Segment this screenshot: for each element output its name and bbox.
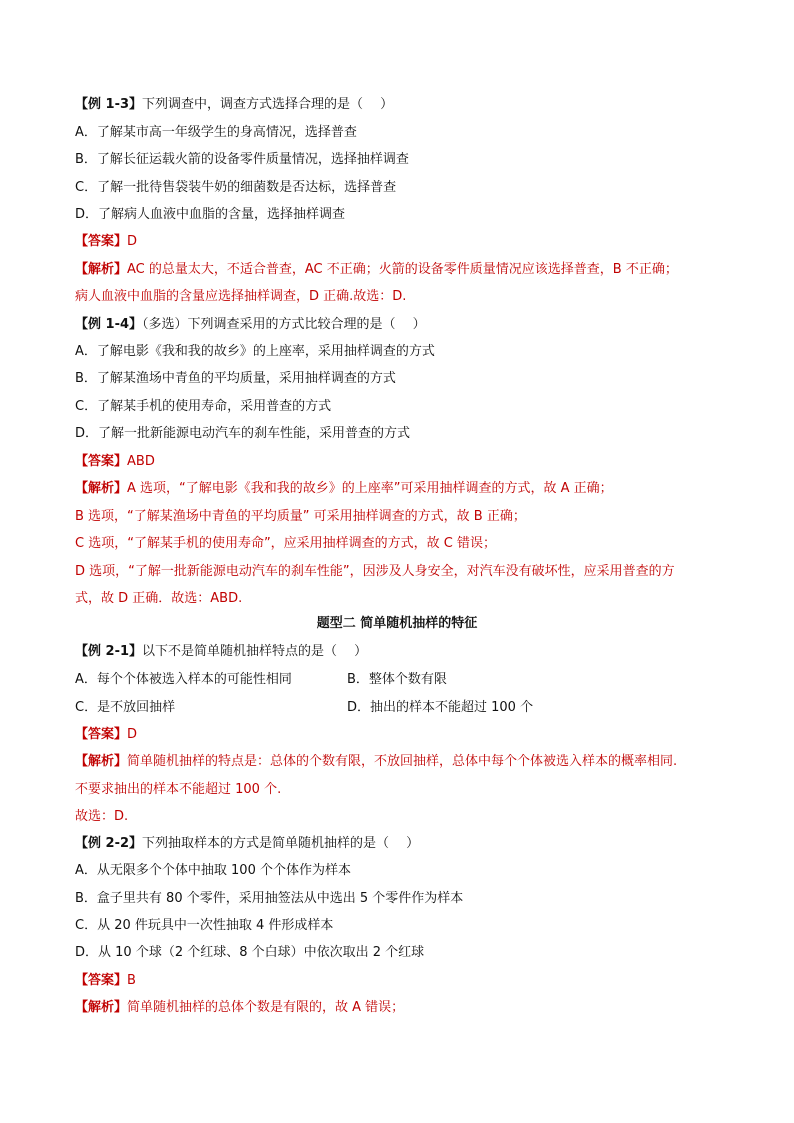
example-label: 【例 2-2】 [75, 836, 143, 851]
analysis-line [75, 480, 613, 498]
analysis-text: 简单随机抽样的总体个数是有限的，故 A 错误； [127, 1000, 405, 1015]
option-a: A．了解某市高一年级学生的身高情况，选择普查 [75, 125, 357, 140]
analysis-text: C 选项，“了解某手机的使用寿命”，应采用抽样调查的方式，故 C 错误； [75, 536, 497, 551]
answer-value: D [127, 727, 138, 742]
answer-line [75, 726, 137, 744]
answer-tag: 【答案】 [75, 454, 128, 469]
option-b: B．了解长征运载火箭的设备零件质量情况，选择抽样调查 [75, 152, 409, 167]
analysis-line [75, 753, 677, 771]
option-c: C．从 20 件玩具中一次性抽取 4 件形成样本 [75, 918, 334, 933]
analysis-tag: 【解析】 [75, 262, 128, 277]
analysis-text: 故选：D. [75, 809, 129, 824]
option-b: B．了解某渔场中青鱼的平均质量，采用抽样调查的方式 [75, 371, 396, 386]
example-1-4-question [75, 316, 426, 334]
example-label: 【例 2-1】 [75, 644, 143, 659]
example-label: 【例 1-3】 [75, 97, 143, 112]
answer-tag: 【答案】 [75, 973, 128, 988]
option-a: A．每个个体被选入样本的可能性相同 [75, 672, 292, 687]
option-d: D．了解病人血液中血脂的含量，选择抽样调查 [75, 207, 346, 222]
option-c: C．了解一批待售袋装牛奶的细菌数是否达标，选择普查 [75, 180, 397, 195]
answer-tag: 【答案】 [75, 727, 128, 742]
option-a: A．从无限多个个体中抽取 100 个个体作为样本 [75, 863, 351, 878]
answer-value: B [127, 973, 136, 988]
question-text: 下列调查中，调查方式选择合理的是（ ） [142, 97, 394, 112]
option-a: A．了解电影《我和我的故乡》的上座率，采用抽样调查的方式 [75, 344, 435, 359]
answer-line [75, 972, 136, 990]
analysis-tag: 【解析】 [75, 754, 128, 769]
option-d: D．从 10 个球（2 个红球、8 个白球）中依次取出 2 个红球 [75, 945, 425, 960]
analysis-tag: 【解析】 [75, 481, 128, 496]
analysis-text: AC 的总量太大，不适合普查，AC 不正确；火箭的设备零件质量情况应该选择普查，B 不正确； [127, 262, 678, 277]
answer-value: ABD [127, 454, 155, 469]
example-2-1-question [75, 643, 367, 661]
option-b: B．整体个数有限 [347, 672, 447, 687]
analysis-text: 式，故 D 正确．故选：ABD. [75, 591, 243, 606]
analysis-text: 简单随机抽样的特点是：总体的个数有限，不放回抽样，总体中每个个体被选入样本的概率相同. [127, 754, 678, 769]
analysis-text: A 选项，“了解电影《我和我的故乡》的上座率”可采用抽样调查的方式，故 A 正确； [127, 481, 613, 496]
answer-tag: 【答案】 [75, 234, 128, 249]
example-label: 【例 1-4】 [75, 317, 143, 332]
analysis-text: D 选项，“了解一批新能源电动汽车的刹车性能”，因涉及人身安全，对汽车没有破坏性，应采用普查的方 [75, 564, 675, 579]
analysis-line [75, 261, 678, 279]
analysis-text: 病人血液中血脂的含量应选择抽样调查，D 正确.故选：D. [75, 289, 407, 304]
example-2-2-question [75, 835, 419, 853]
section-title: 题型二 简单随机抽样的特征 [316, 616, 478, 631]
analysis-text: B 选项，“了解某渔场中青鱼的平均质量” 可采用抽样调查的方式，故 B 正确； [75, 509, 526, 524]
option-b: B．盒子里共有 80 个零件，采用抽签法从中选出 5 个零件作为样本 [75, 891, 464, 906]
option-c: C．是不放回抽样 [75, 700, 176, 715]
option-c: C．了解某手机的使用寿命，采用普查的方式 [75, 399, 332, 414]
analysis-text: 不要求抽出的样本不能超过 100 个. [75, 782, 282, 797]
question-text: 下列抽取样本的方式是简单随机抽样的是（ ） [142, 836, 420, 851]
question-text: （多选）下列调查采用的方式比较合理的是（ ） [142, 317, 426, 332]
answer-line [75, 453, 155, 471]
answer-value: D [127, 234, 138, 249]
option-d: D．抽出的样本不能超过 100 个 [347, 700, 534, 715]
analysis-line [75, 999, 404, 1017]
example-1-3-question [75, 96, 393, 114]
question-text: 以下不是简单随机抽样特点的是（ ） [142, 644, 368, 659]
answer-line [75, 233, 137, 251]
option-d: D．了解一批新能源电动汽车的刹车性能，采用普查的方式 [75, 426, 411, 441]
analysis-tag: 【解析】 [75, 1000, 128, 1015]
